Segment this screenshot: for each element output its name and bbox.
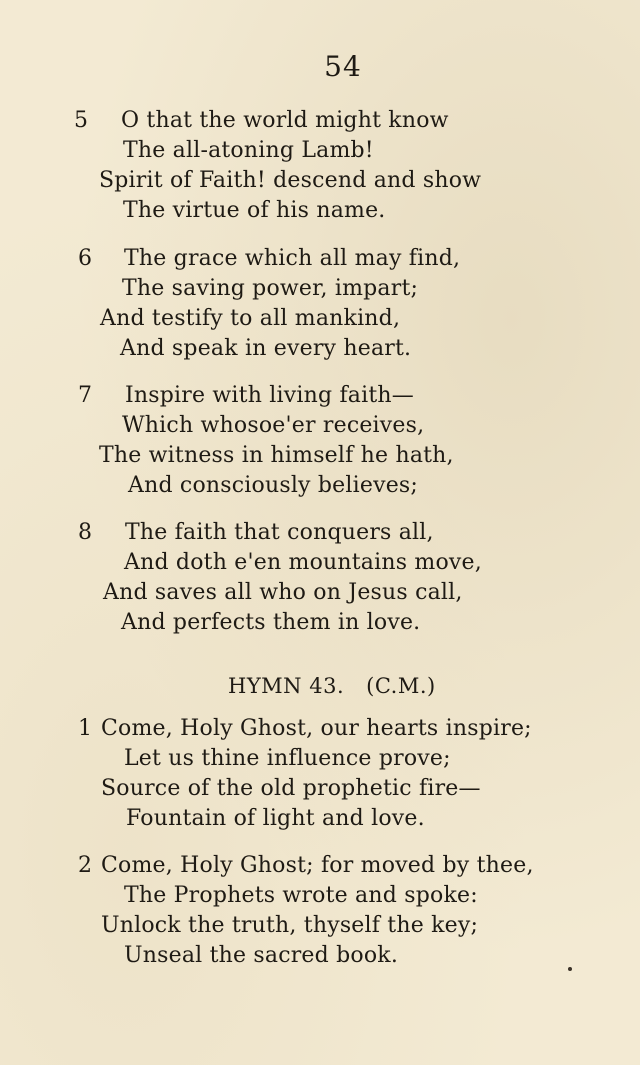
- stanza-number: 7: [78, 383, 92, 408]
- verse-line: The all-atoning Lamb!: [123, 138, 374, 163]
- verse-line: Let us thine influence prove;: [124, 746, 451, 771]
- page-number: 54: [324, 50, 362, 83]
- verse-line: The saving power, impart;: [122, 276, 419, 301]
- verse-line: And testify to all mankind,: [100, 306, 401, 331]
- verse-line: The grace which all may find,: [124, 246, 461, 271]
- hymn-heading: [228, 674, 436, 698]
- verse-line: The Prophets wrote and spoke:: [124, 883, 478, 908]
- verse-line: And doth e'en mountains move,: [124, 550, 482, 575]
- verse-line: The witness in himself he hath,: [99, 443, 454, 468]
- verse-line: And perfects them in love.: [121, 610, 421, 635]
- verse-line: Spirit of Faith! descend and show: [99, 168, 482, 193]
- verse-line: Source of the old prophetic fire—: [101, 776, 481, 801]
- verse-line: Come, Holy Ghost, our hearts inspire;: [101, 716, 532, 741]
- verse-line: Which whosoe'er receives,: [122, 413, 425, 438]
- verse-line: Unseal the sacred book.: [124, 943, 399, 968]
- ink-speck: [568, 967, 572, 971]
- verse-line: And consciously believes;: [128, 473, 419, 498]
- stanza-number: 8: [78, 520, 92, 545]
- stanza-number: 5: [74, 108, 88, 133]
- verse-line: Fountain of light and love.: [126, 806, 425, 831]
- verse-line: O that the world might know: [121, 108, 449, 133]
- stanza-number: 2: [78, 853, 92, 878]
- verse-line: Come, Holy Ghost; for moved by thee,: [101, 853, 534, 878]
- hymn-title: HYMN 43.: [228, 674, 345, 698]
- stanza-number: 6: [78, 246, 92, 271]
- verse-line: The faith that conquers all,: [125, 520, 434, 545]
- verse-line: And saves all who on Jesus call,: [103, 580, 463, 605]
- verse-line: Inspire with living faith—: [125, 383, 414, 408]
- stanza-number: 1: [78, 716, 92, 741]
- verse-line: Unlock the truth, thyself the key;: [101, 913, 479, 938]
- hymn-meter: (C.M.): [366, 674, 436, 698]
- verse-line: The virtue of his name.: [123, 198, 386, 223]
- verse-line: And speak in every heart.: [120, 336, 412, 361]
